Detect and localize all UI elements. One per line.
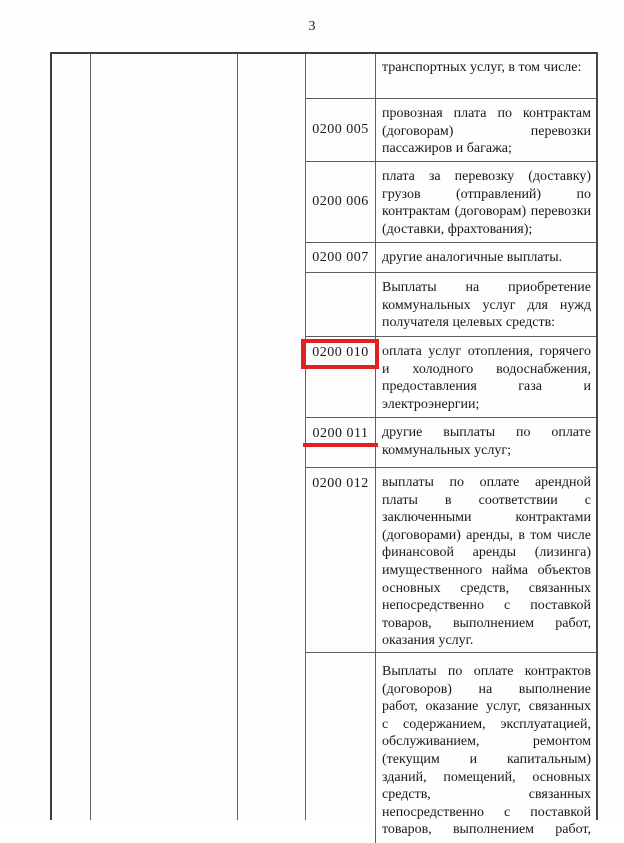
table-row	[306, 98, 596, 161]
code-value: 0200 005	[312, 122, 369, 138]
red-highlight-box	[301, 339, 379, 369]
text-line: (договорам) перевозки	[382, 123, 591, 139]
text-cell	[376, 337, 596, 417]
text-line: электроэнергии;	[382, 396, 480, 412]
empty-column-2	[91, 54, 238, 820]
empty-column-3	[238, 54, 306, 820]
code-cell	[306, 99, 376, 161]
text-line: Выплаты по оплате контрактов	[382, 664, 591, 679]
text-line: плата за перевозку (доставку)	[382, 169, 591, 184]
code-cell	[306, 418, 376, 467]
text-cell	[376, 418, 596, 467]
text-line: товаров, выполнением работ,	[382, 615, 591, 631]
page-number: 3	[308, 19, 316, 34]
text-line: основных средств, связанных	[382, 580, 591, 596]
text-cell	[376, 99, 596, 161]
table-row	[306, 336, 596, 417]
code-cell	[306, 468, 376, 652]
code-value: 0200 007	[312, 249, 369, 265]
document-table	[50, 52, 598, 838]
text-line: получателя целевых средств:	[382, 315, 556, 331]
text-line: финансовой аренды (лизинга)	[382, 545, 591, 561]
text-cell	[376, 243, 596, 272]
text-line: провозная плата по контрактам	[382, 106, 591, 121]
code-value: 0200 012	[312, 476, 369, 491]
red-underline	[303, 443, 378, 447]
text-line: (текущим и капитальным)	[382, 751, 591, 767]
text-cell	[376, 162, 596, 242]
text-line: товаров, выполнением работ,	[382, 822, 591, 838]
text-cell	[376, 273, 596, 336]
code-cell	[306, 653, 376, 843]
table-row	[306, 54, 596, 98]
text-cell	[376, 54, 596, 98]
table-row	[306, 161, 596, 242]
text-line: и холодного водоснабжения,	[382, 361, 591, 377]
code-cell	[306, 273, 376, 336]
text-line: обслуживанием, ремонтом	[382, 734, 591, 750]
text-line: выплаты по оплате арендной	[382, 475, 591, 490]
empty-column-1	[52, 54, 91, 820]
text-line: транспортных услуг, в том числе:	[382, 60, 582, 75]
text-line: (договорами) аренды, в том числе	[382, 527, 591, 543]
text-line: другие аналогичные выплаты.	[382, 250, 563, 265]
text-line: пассажиров и багажа;	[382, 141, 512, 157]
text-line: (договоров) на выполнение	[382, 681, 591, 697]
text-line: предоставления газа и	[382, 379, 591, 395]
table-row	[306, 272, 596, 336]
text-line: грузов (отправлений) по	[382, 186, 591, 202]
text-line: заключенными контрактами	[382, 510, 591, 526]
text-line: контрактам (договорам) перевозки	[382, 204, 591, 220]
code-cell	[306, 337, 376, 417]
text-line: другие выплаты по оплате	[382, 425, 591, 440]
text-line: непосредственно с поставкой	[382, 598, 591, 614]
text-line: коммунальных услуг;	[382, 442, 511, 458]
table-row	[306, 242, 596, 272]
text-line: работ, оказание услуг, связанных	[382, 699, 591, 715]
text-line: (доставки, фрахтования);	[382, 221, 533, 237]
text-line: платы в соответствии с	[382, 492, 591, 508]
code-cell	[306, 162, 376, 242]
text-line: зданий, помещений, основных	[382, 769, 591, 785]
text-line: оказания услуг.	[382, 633, 474, 649]
text-cell	[376, 653, 596, 843]
code-cell	[306, 243, 376, 272]
text-cell	[376, 468, 596, 652]
text-line: имущественного найма объектов	[382, 562, 591, 578]
table-row	[306, 652, 596, 843]
text-line: с содержанием, эксплуатацией,	[382, 716, 591, 732]
table-rows	[306, 54, 596, 838]
code-value: 0200 011	[313, 425, 369, 443]
code-value: 0200 010	[312, 344, 369, 362]
code-value: 0200 006	[312, 194, 369, 210]
text-line: средств, связанных	[382, 787, 591, 803]
text-line: коммунальных услуг для нужд	[382, 297, 591, 313]
table-row	[306, 467, 596, 652]
table-row	[306, 417, 596, 467]
text-line: оплата услуг отопления, горячего	[382, 344, 591, 359]
text-line: непосредственно с поставкой	[382, 804, 591, 820]
code-cell	[306, 54, 376, 98]
text-line: Выплаты на приобретение	[382, 280, 591, 295]
